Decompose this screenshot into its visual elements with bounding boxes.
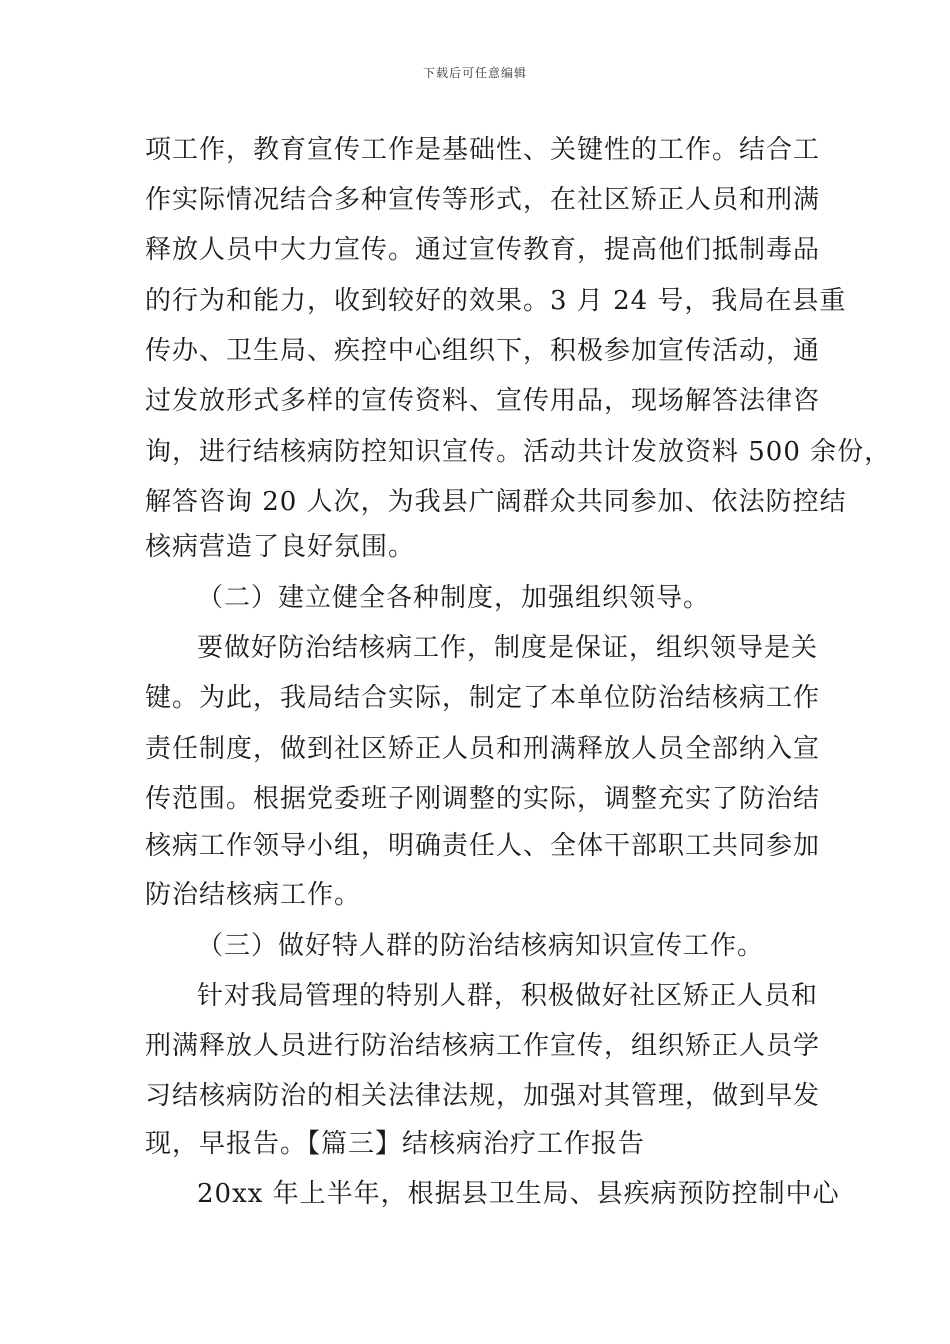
paragraph-line: 项工作，教育宣传工作是基础性、关键性的工作。结合工 — [145, 135, 821, 165]
paragraph-line: 要做好防治结核病工作，制度是保证，组织领导是关 — [197, 633, 819, 663]
paragraph-line: 针对我局管理的特别人群，积极做好社区矫正人员和 — [197, 981, 819, 1011]
paragraph-line: 核病营造了良好氛围。 — [145, 532, 416, 562]
section-heading: （三）做好特人群的防治结核病知识宣传工作。 — [197, 931, 765, 961]
paragraph-line: 作实际情况结合多种宣传等形式，在社区矫正人员和刑满 — [145, 185, 821, 215]
paragraph-line: 传办、卫生局、疾控中心组织下，积极参加宣传活动，通 — [145, 336, 821, 366]
paragraph-line: 现，早报告。【篇三】结核病治疗工作报告 — [145, 1129, 646, 1159]
paragraph-line: 询，进行结核病防控知识宣传。活动共计发放资料 500 余份， — [145, 437, 892, 467]
paragraph-line: 习结核病防治的相关法律法规，加强对其管理，做到早发 — [145, 1081, 821, 1111]
page-header: 下载后可任意编辑 — [422, 66, 527, 80]
paragraph-line: 解答咨询 20 人次，为我县广阔群众共同参加、依法防控结 — [145, 487, 847, 517]
paragraph-line: 核病工作领导小组，明确责任人、全体干部职工共同参加 — [145, 831, 821, 861]
paragraph-line: 释放人员中大力宣传。通过宣传教育，提高他们抵制毒品 — [145, 235, 821, 265]
paragraph-line: 的行为和能力，收到较好的效果。3 月 24 号，我局在县重 — [145, 286, 847, 316]
paragraph-line: 防治结核病工作。 — [145, 880, 362, 910]
paragraph-line: 20xx 年上半年，根据县卫生局、县疾病预防控制中心 — [197, 1179, 840, 1209]
paragraph-line: 刑满释放人员进行防治结核病工作宣传，组织矫正人员学 — [145, 1031, 821, 1061]
paragraph-line: 键。为此，我局结合实际，制定了本单位防治结核病工作 — [145, 683, 821, 713]
paragraph-line: 传范围。根据党委班子刚调整的实际，调整充实了防治结 — [145, 784, 821, 814]
paragraph-line: 责任制度，做到社区矫正人员和刑满释放人员全部纳入宣 — [145, 734, 821, 764]
section-heading: （二）建立健全各种制度，加强组织领导。 — [197, 583, 711, 613]
paragraph-line: 过发放形式多样的宣传资料、宣传用品，现场解答法律咨 — [145, 386, 821, 416]
